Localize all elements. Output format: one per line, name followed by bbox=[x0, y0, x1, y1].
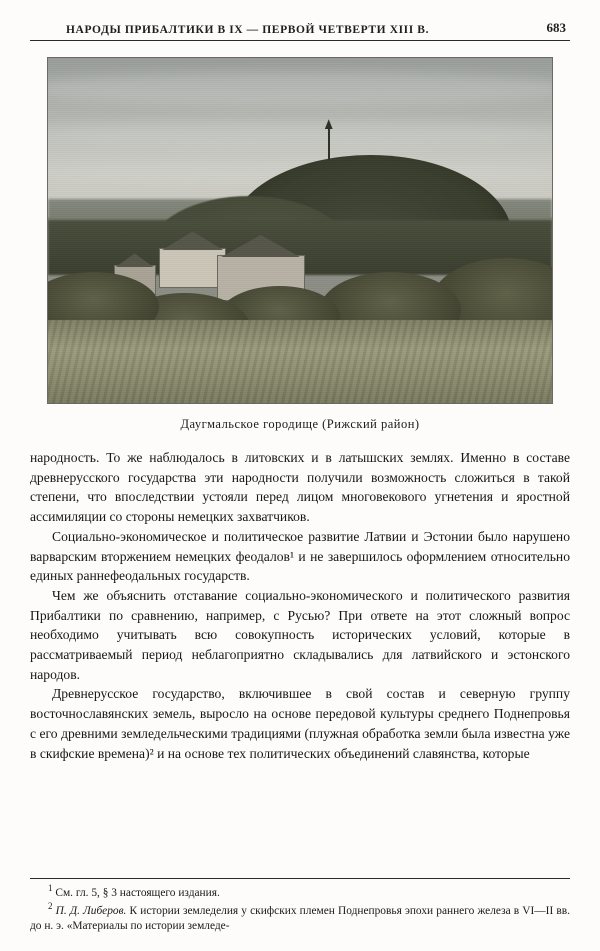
hilltop-tower bbox=[328, 125, 330, 160]
cloud-band bbox=[47, 120, 553, 148]
paragraph: Древнерусское государство, включившее в свой состав и северную группу восточнославянских земель, выросло на основе передовой культуры среднего Поднепровья с его древними земледельческими традициями (плужная обработка земли была известна уже в скифские времена)² и на основе тех политических объединений славянства, которые bbox=[30, 686, 570, 761]
foreground-field bbox=[48, 320, 552, 403]
footnote-1 bbox=[30, 883, 570, 902]
cloud-band bbox=[47, 72, 553, 107]
page-number: 683 bbox=[546, 20, 566, 35]
photograph-hillfort bbox=[47, 57, 553, 404]
figure bbox=[30, 57, 570, 432]
paragraph: Социально-экономическое и политическое развитие Латвии и Эстонии было нарушено варварским вторжением немецких феодалов¹ и не завершилось оформлением относительно единых раннефеодальных государств. bbox=[30, 528, 570, 584]
footnote-marker: 2 bbox=[48, 900, 53, 911]
paragraph: народность. То же наблюдалось в литовских и в латышских землях. Именно в составе древнерусского государства эти народности получили возможность сложиться в такой степени, что впоследствии устояли перед лицом многовекового угнетения и яростной ассимиляции со стороны немецких захватчиков. bbox=[30, 450, 570, 525]
figure-caption: Даугмальское городище (Рижский район) bbox=[180, 417, 420, 431]
paragraph: Чем же объяснить отставание социально-экономического и политического развития Прибалтики по сравнению, например, с Русью? При ответе на этот сложный вопрос необходимо учитывать всю совокупность исторических условий, которые в рассматриваемый период неблагоприятно складывались для латвийского и эстонского народов. bbox=[30, 587, 570, 682]
running-head-title: НАРОДЫ ПРИБАЛТИКИ В IX — ПЕРВОЙ ЧЕТВЕРТИ XIII В. bbox=[66, 24, 430, 36]
footnotes bbox=[30, 878, 570, 937]
body-text bbox=[30, 448, 570, 763]
footnote-text: См. гл. 5, § 3 настоящего издания. bbox=[55, 886, 220, 899]
footnote-marker: 1 bbox=[48, 883, 53, 893]
footnote-text: К истории земледелия у скифских племен Поднепровья эпохи раннего железа в VI—II вв. до н. э. «Материалы по истории земледе- bbox=[30, 904, 570, 933]
footnote-author: П. Д. Либеров. bbox=[55, 904, 127, 917]
footnote-2 bbox=[30, 900, 570, 935]
running-head bbox=[30, 20, 570, 41]
